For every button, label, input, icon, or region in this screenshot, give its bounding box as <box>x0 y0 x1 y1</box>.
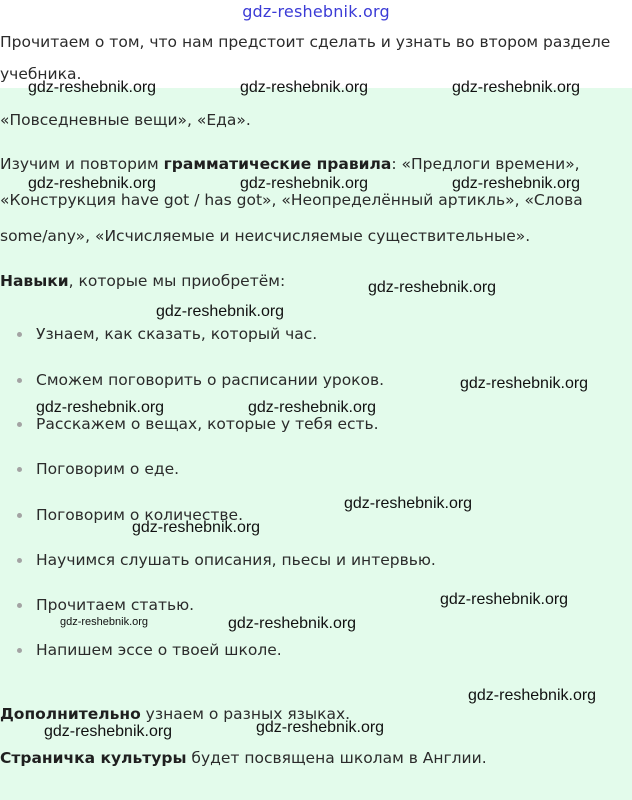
watermark-small: gdz-reshebnik.org <box>60 616 149 628</box>
skills-heading <box>0 263 285 299</box>
watermark: gdz-reshebnik.org <box>344 495 473 512</box>
culture-text <box>0 740 487 776</box>
bullet-icon <box>17 603 22 608</box>
grammar-bold: грамматические правила <box>163 155 392 173</box>
grammar-line-3: some/any», «Исчисляемые и неисчисляемые существительные». <box>0 227 531 245</box>
watermark: gdz-reshebnik.org <box>368 279 497 296</box>
bullet-icon <box>17 513 22 518</box>
watermark: gdz-reshebnik.org <box>28 79 157 96</box>
watermark: gdz-reshebnik.org <box>36 399 165 416</box>
watermark: gdz-reshebnik.org <box>44 723 173 740</box>
bullet-icon <box>17 467 22 472</box>
watermark: gdz-reshebnik.org <box>156 303 285 320</box>
topics-text: «Повседневные вещи», «Еда». <box>0 111 251 129</box>
grammar-line-2: «Конструкция have got / has got», «Неопределённый артикль», «Слова <box>0 191 583 209</box>
intro-line-1: Прочитаем о том, что нам предстоит сделать и узнать во втором разделе <box>0 33 611 51</box>
watermark: gdz-reshebnik.org <box>28 175 157 192</box>
list-item-text: Поговорим о еде. <box>36 460 180 478</box>
list-item-text: Узнаем, как сказать, который час. <box>36 325 318 343</box>
culture-bold: Страничка культуры <box>0 749 187 767</box>
extra-rest: узнаем о разных языках. <box>140 705 351 723</box>
watermark: gdz-reshebnik.org <box>248 399 377 416</box>
culture-rest: будет посвящена школам в Англии. <box>186 749 487 767</box>
watermark: gdz-reshebnik.org <box>440 591 569 608</box>
list-item-text: Расскажем о вещах, которые у тебя есть. <box>36 415 379 433</box>
watermark: gdz-reshebnik.org <box>452 175 581 192</box>
watermark: gdz-reshebnik.org <box>460 375 589 392</box>
watermark: gdz-reshebnik.org <box>132 519 261 536</box>
skills-rest: , которые мы приобретём: <box>68 272 286 290</box>
watermark: gdz-reshebnik.org <box>468 687 597 704</box>
intro-line-2: учебника. <box>0 65 82 83</box>
bullet-icon <box>17 378 22 383</box>
watermark: gdz-reshebnik.org <box>228 615 357 632</box>
list-item-text: Напишем эссе о твоей школе. <box>36 641 282 659</box>
watermark: gdz-reshebnik.org <box>240 79 369 96</box>
grammar-rest: : «Предлоги времени», <box>391 155 580 173</box>
watermark: gdz-reshebnik.org <box>240 175 369 192</box>
list-item-text: Научимся слушать описания, пьесы и интервью. <box>36 551 436 569</box>
watermark: gdz-reshebnik.org <box>256 719 385 736</box>
grammar-lead: Изучим и повторим <box>0 155 164 173</box>
list-item-text: Прочитаем статью. <box>36 596 195 614</box>
bullet-icon <box>17 558 22 563</box>
skills-bold: Навыки <box>0 272 69 290</box>
bullet-icon <box>17 422 22 427</box>
bullet-icon <box>17 332 22 337</box>
list-item-text: Поговорим о количестве. <box>36 506 243 524</box>
bullet-icon <box>17 648 22 653</box>
list-item-text: Сможем поговорить о расписании уроков. <box>36 371 385 389</box>
extra-bold: Дополнительно <box>0 705 141 723</box>
site-link[interactable]: gdz-reshebnik.org <box>242 2 390 21</box>
watermark: gdz-reshebnik.org <box>452 79 581 96</box>
